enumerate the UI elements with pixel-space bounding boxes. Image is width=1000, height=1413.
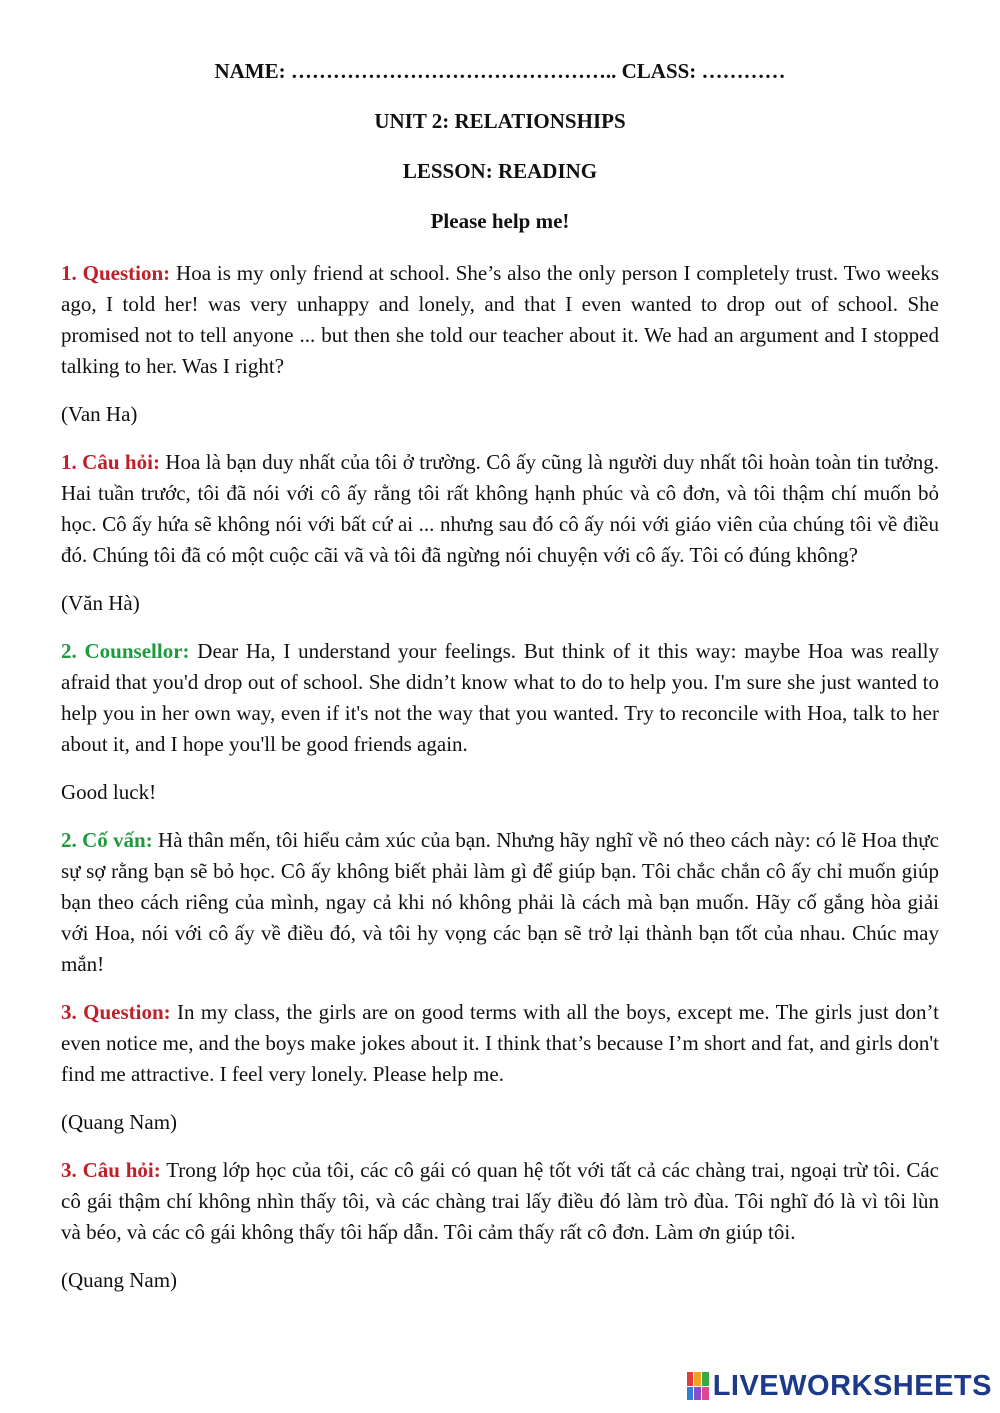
counsellor-2-vi-text: Hà thân mến, tôi hiểu cảm xúc của bạn. Nhưng hãy nghĩ về nó theo cách này: có lẽ Hoa thực sự sợ rằng bạn sẽ bỏ học. Cô ấy không biết phải làm gì để giúp bạn. Tôi chắc chắn cô ấy chỉ muốn giúp bạn theo cách riêng của mình, ngay cả khi nó không phải là cách mà bạn muốn. Hãy cố gắng hòa giải với Hoa, nói với cô ấy về điều đó, và tôi hy vọng các bạn sẽ trở lại thành bạn tốt của nhau. Chúc may mắn! xyxy=(61,828,939,976)
counsellor-2-vi-label: 2. Cố vấn: xyxy=(61,828,153,852)
question-1-english xyxy=(61,258,939,382)
question-3-signature: (Quang Nam) xyxy=(61,1110,178,1134)
question-1-vietnamese xyxy=(61,447,939,571)
question-3-vietnamese xyxy=(61,1155,939,1248)
question-3-vi-signature: (Quang Nam) xyxy=(61,1268,178,1292)
question-1-signature: (Van Ha) xyxy=(61,402,138,426)
question-1-vi-signature: (Văn Hà) xyxy=(61,591,140,615)
question-1-vi-text: Hoa là bạn duy nhất của tôi ở trường. Cô ấy cũng là người duy nhất tôi hoàn toàn tin tưởng. Hai tuần trước, tôi đã nói với cô ấy rằng tôi rất không hạnh phúc và cô đơn, và tôi thậm chí muốn bỏ học. Cô ấy hứa sẽ không nói với bất cứ ai ... nhưng sau đó cô ấy nói với giáo viên của chúng tôi về điều đó. Chúng tôi đã có một cuộc cãi vã và tôi đã ngừng nói chuyện với cô ấy. Tôi có đúng không? xyxy=(61,450,940,567)
question-3-vi-label: 3. Câu hỏi: xyxy=(61,1158,161,1182)
liveworksheets-logo-icon xyxy=(687,1372,709,1400)
counsellor-2-text: Dear Ha, I understand your feelings. But think of it this way: maybe Hoa was really afraid that you'd drop out of school. She didn’t know what to do to help you. I'm sure she just wanted to help you in her own way, even if it's not the way that you wanted. Try to reconcile with Hoa, talk to her about it, and I hope you'll be good friends again. xyxy=(61,639,940,756)
worksheet-page xyxy=(61,58,939,1313)
question-1-label: 1. Question: xyxy=(61,261,171,285)
question-3-text: In my class, the girls are on good terms with all the boys, except me. The girls just don’t even notice me, and the boys make jokes about it. I think that’s because I’m short and fat, and girls don't find me attractive. I feel very lonely. Please help me. xyxy=(61,1000,939,1086)
question-3-label: 3. Question: xyxy=(61,1000,171,1024)
unit-title: UNIT 2: RELATIONSHIPS xyxy=(374,109,626,133)
question-1-text: Hoa is my only friend at school. She’s also the only person I completely trust. Two weeks ago, I told her! was very unhappy and lonely, and that I even wanted to drop out of school. She promised not to tell anyone ... but then she told our teacher about it. We had an argument and I stopped talking to her. Was I right? xyxy=(61,261,939,378)
liveworksheets-logo xyxy=(687,1369,992,1403)
lesson-title: LESSON: READING xyxy=(402,159,598,183)
question-3-english xyxy=(61,997,939,1090)
counsellor-2-label: 2. Counsellor: xyxy=(61,639,190,663)
counsellor-2-signoff: Good luck! xyxy=(61,780,157,804)
counsellor-2-vietnamese xyxy=(61,825,939,980)
counsellor-2-english xyxy=(61,636,939,760)
liveworksheets-logo-text: LIVEWORKSHEETS xyxy=(712,1369,992,1402)
name-class-line: NAME: ……………………………………….. CLASS: ………… xyxy=(214,59,786,83)
reading-title: Please help me! xyxy=(430,209,570,233)
question-1-vi-label: 1. Câu hỏi: xyxy=(61,450,160,474)
question-3-vi-text: Trong lớp học của tôi, các cô gái có quan hệ tốt với tất cả các chàng trai, ngoại trừ tôi. Các cô gái thậm chí không nhìn thấy tôi, và các chàng trai lấy điều đó làm trò đùa. Tôi nghĩ đó là vì tôi lùn và béo, và các cô gái không thấy tôi hấp dẫn. Tôi cảm thấy rất cô đơn. Làm ơn giúp tôi. xyxy=(61,1158,939,1244)
